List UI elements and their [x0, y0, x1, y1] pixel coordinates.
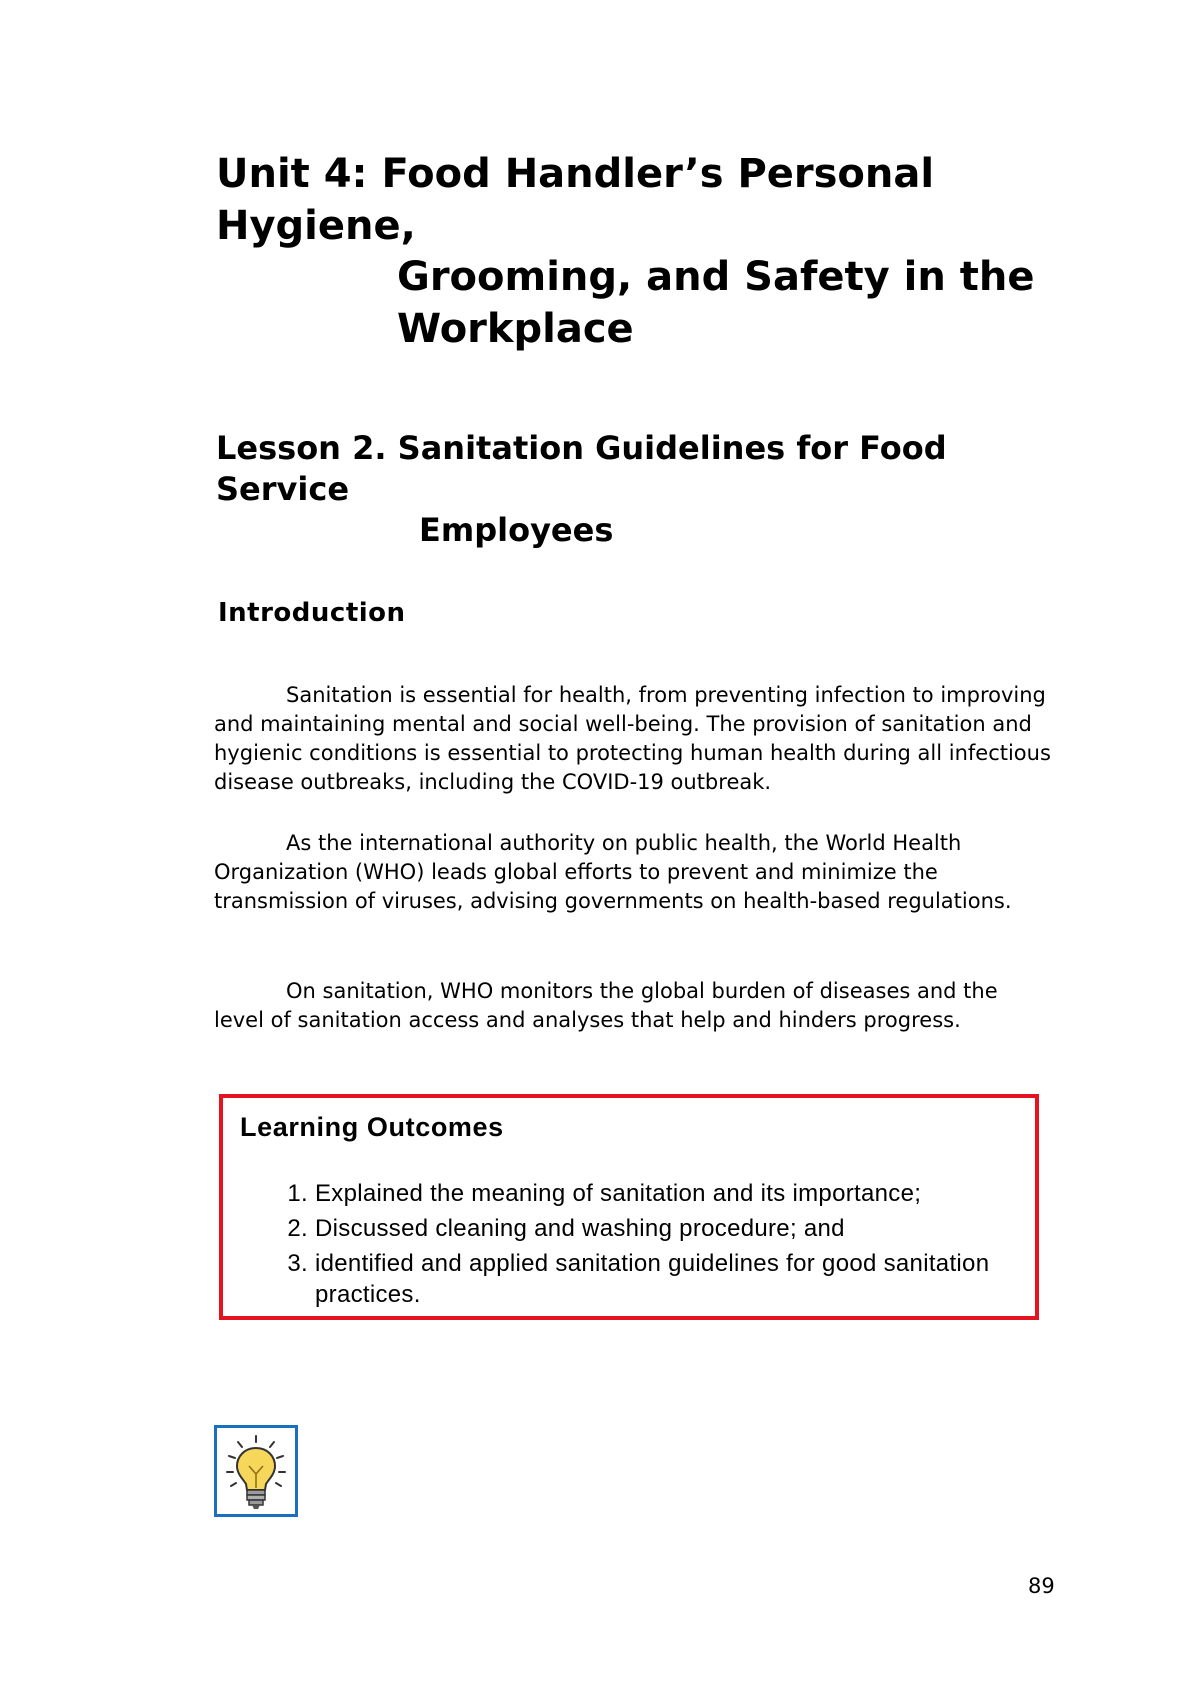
intro-paragraph-1 — [214, 681, 1054, 797]
lesson-title-line-1: Lesson 2. Sanitation Guidelines for Food — [216, 429, 947, 467]
intro-paragraph-3-text: On sanitation, WHO monitors the global burden of diseases and the level of sanitation access and analyses that help and hinders progress. — [214, 979, 998, 1032]
intro-paragraph-1-text: Sanitation is essential for health, from preventing infection to improving and maintaining mental and social well-being. The provision of sanitation and hygienic conditions is essential to protecting human health during all infectious disease outbreaks, including the COVID-19 outbreak. — [214, 683, 1051, 794]
lightbulb-icon-frame — [214, 1425, 298, 1517]
learning-outcomes-title: Learning Outcomes — [240, 1112, 504, 1142]
introduction-heading: Introduction — [218, 598, 406, 628]
page-number: 89 — [1028, 1574, 1055, 1598]
intro-paragraph-3 — [214, 977, 1054, 1035]
learning-outcome-item: 1. Explained the meaning of sanitation and its importance; — [315, 1178, 1045, 1209]
unit-title-line-3: Grooming, and Safety in the — [397, 254, 1035, 300]
lesson-title-line-3: Employees — [419, 511, 614, 549]
learning-outcome-item: 2. Discussed cleaning and washing procedure; and — [315, 1213, 1045, 1244]
lightbulb-icon — [221, 1432, 291, 1512]
unit-title-line-2: Hygiene, — [216, 203, 416, 249]
unit-title-line-4: Workplace — [397, 306, 634, 352]
lesson-title-line-2: Service — [216, 470, 350, 508]
learning-outcomes-list — [283, 1178, 1045, 1314]
unit-title-line-1: Unit 4: Food Handler’s Personal — [216, 151, 935, 197]
intro-paragraph-2 — [214, 829, 1054, 916]
learning-outcomes-box — [219, 1094, 1039, 1320]
learning-outcome-item: 3. identified and applied sanitation guidelines for good sanitation practices. — [315, 1248, 1045, 1310]
intro-paragraph-2-text: As the international authority on public health, the World Health Organization (WHO) leads global efforts to prevent and minimize the transmission of viruses, advising governments on health-based regulations. — [214, 831, 1012, 913]
